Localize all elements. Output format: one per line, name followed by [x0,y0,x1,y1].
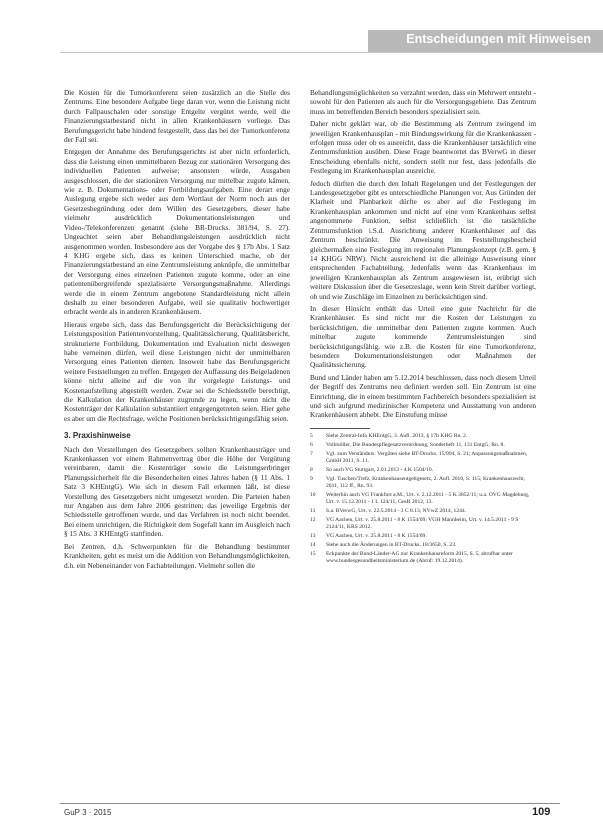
header-rule [60,52,603,53]
page-number: 109 [532,806,551,818]
footnote [310,551,536,565]
footnote-number: 9 [310,475,313,482]
body-paragraph: Bund und Länder haben am 5.12.2014 beschlossen, dass noch diesem Urteil der Begriff des Zentrums neu definiert werden soll. Ein Zentrum ist eine Einrichtung, die in einem bestimmten Fachbereich besonders spezialisiert ist und sich aufgrund medizinischer Kompetenz und Ausstattung von anderen Krankenhäusern abhebt. Die Einstufung müsse [310,372,536,420]
footnote-divider [310,428,370,429]
footnote-number: 10 [310,491,316,498]
footnote-text: Siehe Zentral-Info KHEntgG, 3. Aufl. 2013, § 17b KHG Rn. 2. [326,432,468,439]
footnote-text: Eckpunkte der Bund-Länder-AG zur Krankenhausreform 2015, S. 5, abrufbar unter www.bundesgesundheitsministerium.de (Abruf: 19.12.2014). [326,550,513,564]
footnote [310,508,536,515]
body-paragraph: Behandlungsmöglichkeiten so verzahnt werden, dass ein Mehrwert entsteht - sowohl für den Patienten als auch für die Versorgungsgebiete. Das Zentrum muss im betreffenden Bereich besonders spezialisiert sein. [310,88,536,116]
footnote-number: 14 [310,541,316,548]
section-heading: 3. Praxishinweise [64,431,131,441]
body-paragraph: Jedoch dürften die durch den Inhalt Regelungen und der Festlegungen der Landesgesetzgeber gibt es unterschiedliche Planungen vor. Aus Gründen der Klarheit und Planbarkeit dürfte es aber auf die Festlegung im Krankenhausplan ankommen und nicht auf eine vom Krankenhaus selbst angenommene Funktion, selbst schließlich ist die tatsächliche Zentrumsfunktion i.S.d. Ausrichtung anderer Krankenhäuser auf das Zentrum beschränkt. Die Anweisung im Feststellungsbescheid gleichermaßen eine Festlegung im regionalen Planungskonzept (z.B. gem. § 14 KHGG NRW). Nicht ausreichend ist die alleinige Ausweisung einer entsprechenden Fachabteilung. Jedenfalls wenn das Krankenhaus im jeweiligen Krankenhausplan als Zentrum ausgewiesen ist, erübrigt sich weitere Diskussion über die Gesetzeslage, wenn kein Streit darüber vorliegt, ob und wie Zuschläge im Einzelnen zu berücksichtigen sind. [310,178,536,301]
footnote-number: 5 [310,432,313,439]
footnote-text: S.a. BVerwG, Urt. v. 22.5.2014 - 3 C 8.13, NVwZ 2014, 1244. [326,507,467,514]
footnote-text: VG Aachen, Urt. v. 25.8.2011 - 8 K 1554/09. [326,532,427,539]
footnote [310,533,536,540]
footnote [310,442,536,449]
body-paragraph: Bei Zentren, d.h. Schwerpunkten für die Behandlung bestimmter Krankheiten, geht es meist um die Addition von Behandlungsmöglichkeiten, d.h. ein Nebeneinander von Fachabteilungen. Vielmehr sollen die [64,541,290,570]
footnote-number: 15 [310,550,316,557]
footnote [310,451,536,465]
section-label: Entscheidungen mit Hinweisen [406,32,591,46]
footnote-number: 6 [310,441,313,448]
footnote [310,433,536,440]
left-column [64,88,290,573]
footnote [310,467,536,474]
footnote-text: Weiterhin auch VG Frankfurt a.M., Urt. v. 2.12.2011 - 5 K 3852/11; u.a. OVG Magdeburg, Urt. v. 15.12.2011 - 1 L 124/11, GesR 2012, 13. [326,491,530,505]
footnote-number: 11 [310,507,316,514]
footnote-text: Vollmöller, Die Bundespflegesatzverordnung, Sonderheft 11, 131 EntgG, Rn. 8. [326,441,505,448]
footnote-number: 7 [310,450,313,457]
journal-reference: GuP 3 · 2015 [64,808,112,817]
body-paragraph: Entgegen der Annahme des Berufungsgerichts ist aber nicht erforderlich, dass die Leistung einen unmittelbaren Bezug zur stationären Versorgung des individuellen Patienten aufweise; ansonsten würde, Ausgaben ausgeschlossen, die der stationären Versorgung nur mittelbar zugute kämen, wie z. B. Dokumentations- oder Fortbildungsaufgaben. Eine derart enge Auslegung ergebe sich weder aus dem Wortlaut der Norm noch aus der Gesetzesbegründung oder dem Willen des Gesetzgebers, dieser habe vielmehr ausdrücklich Dokumentationsleistungen und Video-/Telekonferenzen genannt (siehe BR-Drucks. 381/94, S. 27). Ungeachtet seien aber Behandlungsleistungen ausdrücklich nicht ausgenommen worden. Insbesondere aus der Vorgabe des § 17b Abs. 1 Satz 4 KHG ergebe sich, dass es keinen Unterschied mache, ob der Finanzierungstatbestand an eine Zentrumsleistung anknüpfe, die unmittelbar der Versorgung eines einzelnen Patienten zugute komme, oder an eine patientenübergreifende spezialisierte Versorgungsmaßnahme. Allerdings werde die in einem Zentrum angebotene Standardleistung nicht allein deshalb zu einer besonderen Aufgabe, weil sie qualitativ hochwertiger erbracht werde als in anderen Krankenhäusern. [64,147,290,317]
footnote-text: Vgl. zum Verständnis: Vergüten siehe BT-Drucks. 15/994, S. 21; Anpassungsmaßnahmen, GmbH 2011, S. 11. [326,450,528,464]
footnote [310,492,536,506]
footnote-number: 8 [310,466,313,473]
footnote-number: 13 [310,532,316,539]
footnote-text: Siehe auch die Änderungen in BT-Drucks. 18/3650, S. 23. [326,541,457,548]
body-paragraph: Hieraus ergebe sich, dass das Berufungsgericht die Berücksichtigung der Leistungsposition Patientenvorstellung, Qualitätssicherung, Qualitätsbericht, strukturierte Fortbildung, Dokumentation und Evaluation nicht deswegen habe verneinen dürfen, weil diese Leistungen nicht der unmittelbaren Versorgung eines Patienten dienten. Insoweit habe das Berufungsgericht weitere Feststellungen zu treffen. Entgegen der Auffassung des Beigeladenen könne nicht alleine auf die von ihr vorgelegte Leistungs- und Kostenaufstellung abgestellt werden. Zwar sei die Schiedsstelle berechtigt, die Kalkulation der Krankenhäuser zugrunde zu legen, wenn nicht die Kostenträger der Kalkulation substantiiert entgegengetreten seien. Hier gehe es aber um die Rechtsfrage, welche Positionen berücksichtigungsfähig seien. [64,319,290,423]
body-paragraph: Nach den Vorstellungen des Gesetzgebers sollten Krankenhausträger und Krankenkassen vor einem Rahmenvertrag über die Höhe der Vergütung vereinbaren, damit die Kostenträger sowie die Leistungserbringer Planungssicherheit für die Besonderheiten eines Jahres haben (§ 11 Abs. 1 Satz 3 KHEntgG). Wie sich in diesem Fall erkennen läßt, ist diese Vorstellung des Gesetzgebers nicht umgesetzt worden. Die Parteien haben nur Angaben aus dem Jahre 2006 gestritten; das jeweilige Ergebnis der Schiedsstelle getroffenen wurde, und das Verfahren ist noch nicht beendet. Bei einem unrichtigen, die Richtigkeit dem Sogefall kann im Ausgleich nach § 15 Abs. 3 KHEntgG stattfinden. [64,444,290,539]
section-header-band [368,30,603,52]
body-paragraph: In dieser Hinsicht enthält das Urteil eine gute Nachricht für die Krankenhäuser. Es sind nicht nur die Kosten der Leistungen zu berücksichtigen, die unmittelbar dem Patienten zugute kommen. Auch mittelbar zugute kommende Zentrumsleistungen sind berücksichtigungsfähig, wie z.B. die Kosten für eine Tumorkonferenz, besondere Dokumentationsleistungen oder Maßnahmen der Qualitätssicherung. [310,303,536,370]
footnote-text: Vgl. Tuschen/Trefz, Krankenhausentgeltgesetz, 2. Aufl. 2010, S. 115; Krankenhausrecht, 2011, 112 ff., Rn. 93. [326,475,526,489]
footnote [310,517,536,531]
body-paragraph: Die Kosten für die Tumorkonferenz seien zusätzlich an die Stelle des Zentrums. Eine besondere Aufgabe liege daran vor, wenn die Leistung nicht durch Fallpauschalen oder sonstige Entgelte vergütet werde, weil die Finanzierungstatbestand nicht in allen Krankenhäusern vorliege. Das Berufungsgericht habe hindend festgestellt, dass das bei der Tumorkonferenz der Fall sei. [64,88,290,145]
footnote-text: So auch VG Stuttgart, 2.01.2013 - 4 K 1504/10. [326,466,434,473]
footnotes [310,433,536,565]
footnote-number: 12 [310,516,316,523]
footnote [310,476,536,490]
footnote [310,542,536,549]
footnote-text: VG Aachen, Urt. v. 25.8.2011 - 8 K 1554/09; VGH Mannheim, Urt. v. 14.5.2011 - 9 S 2124/11, KRS 2012. [326,516,519,530]
body-paragraph: Daher nicht geklärt war, ob die Bestimmung als Zentrum zwingend im jeweiligen Krankenhausplan - mit Bindungswirkung für die Krankenkassen - erfolgen muss oder ob es ausreicht, dass die Krankenhäuser tatsächlich eine Zentrumsfunktion ausüben. Diese Frage beantwortet das BVerwG in dieser Entscheidung ebenfalls nicht, sondern stellt nur fest, dass jedenfalls die Festlegung im Krankenhausplan ausreiche. [310,119,536,176]
right-column [310,88,536,567]
footer-rule [60,803,560,804]
